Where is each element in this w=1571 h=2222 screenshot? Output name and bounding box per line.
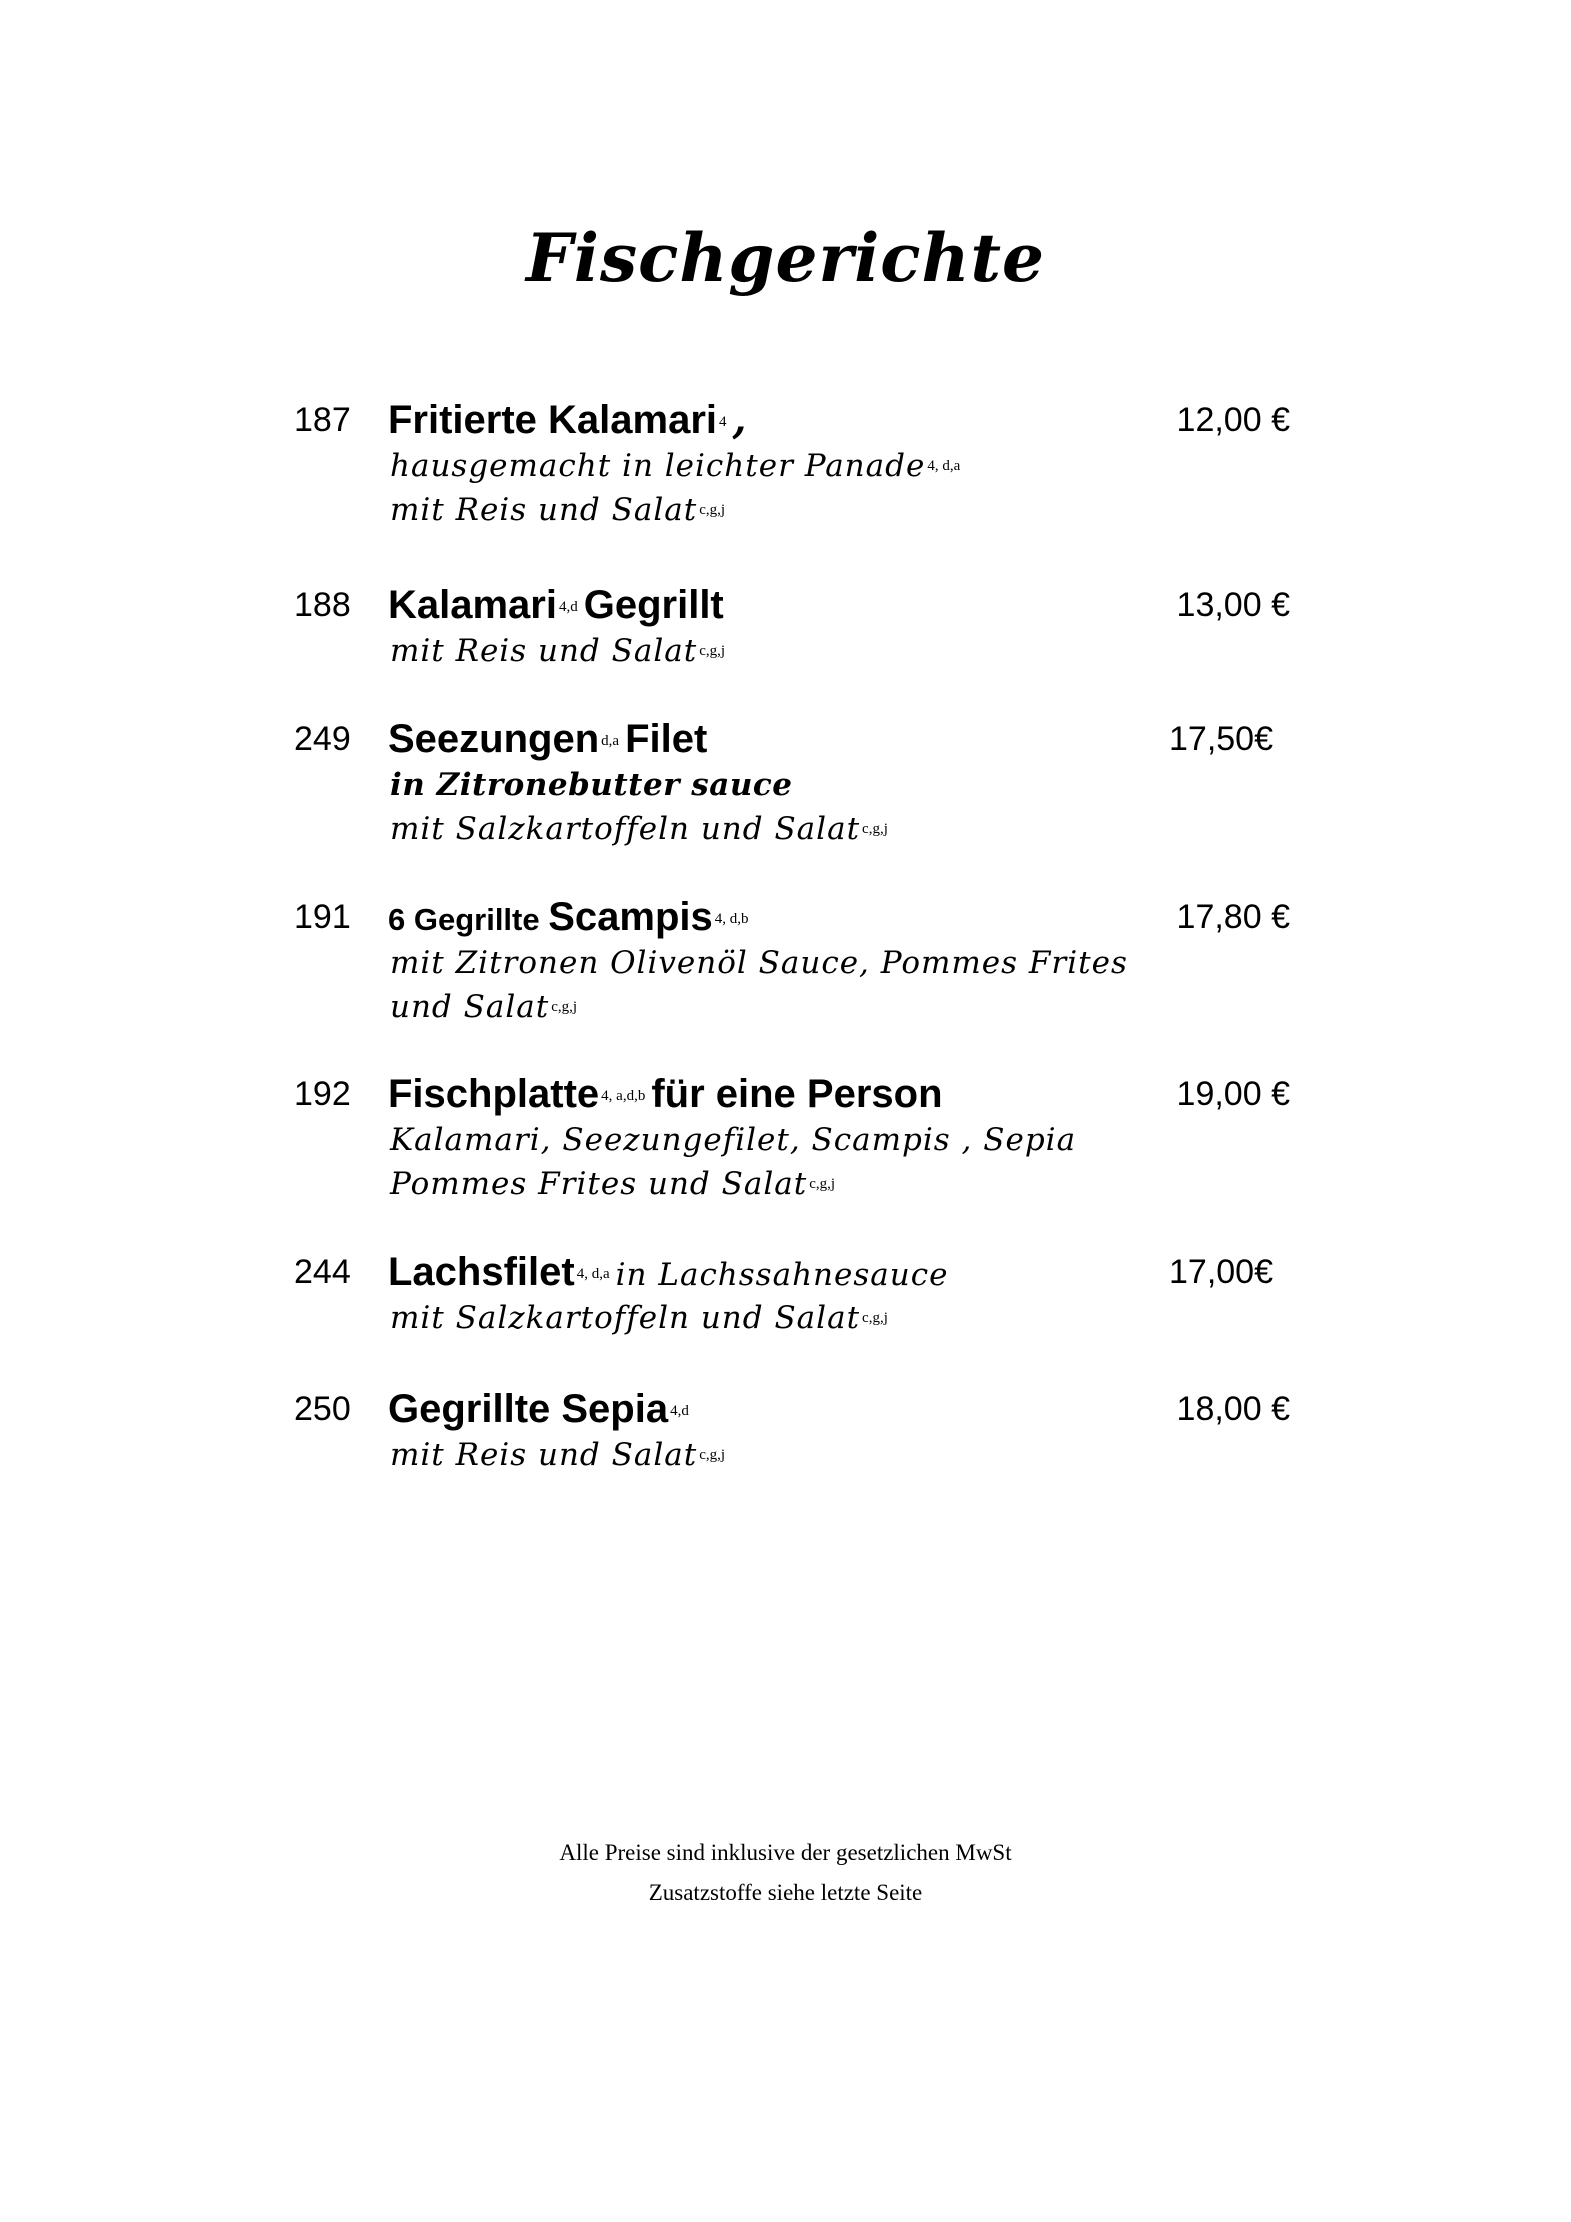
item-description-line: mit Zitronen Olivenöl Sauce, Pommes Frites	[390, 945, 1128, 981]
item-description-line	[390, 1162, 841, 1206]
item-price: 13,00 €	[1176, 586, 1290, 624]
page-title: Fischgerichte	[526, 219, 1045, 297]
item-description-line	[390, 985, 583, 1029]
allergen-code: 4, d,a	[927, 458, 961, 474]
item-description-line	[390, 807, 894, 851]
item-name-text: Fischplatte	[388, 1072, 600, 1116]
item-name-text: Gegrillte Sepia	[388, 1387, 669, 1431]
allergen-code: c,g,j	[862, 821, 888, 837]
allergen-code: c,g,j	[699, 1447, 726, 1463]
item-inline-description: in Lachssahnesauce	[615, 1257, 949, 1293]
footer-vat-note: Alle Preise sind inklusive der gesetzlichen MwSt	[559, 1840, 1012, 1865]
item-name-text: Gegrillt	[583, 583, 724, 627]
footer-additives-note: Zusatzstoffe siehe letzte Seite	[648, 1880, 923, 1905]
description-text: hausgemacht in leichter Panade	[390, 448, 926, 484]
allergen-code: c,g,j	[809, 1176, 836, 1192]
item-number: 188	[294, 586, 351, 624]
item-name-text: 6 Gegrillte	[388, 902, 549, 937]
allergen-code: 4, a,d,b	[601, 1088, 646, 1104]
item-name	[388, 717, 707, 761]
item-name	[388, 398, 746, 442]
description-text: mit Reis und Salat	[390, 1437, 698, 1473]
item-name-text: für eine Person	[651, 1072, 943, 1116]
item-name-text: Kalamari	[388, 583, 557, 627]
item-price: 17,50€	[1169, 720, 1273, 758]
item-description-line	[390, 1433, 731, 1477]
item-price: 19,00 €	[1176, 1075, 1290, 1113]
description-text: und Salat	[390, 989, 550, 1025]
allergen-code: 4, d,b	[714, 911, 749, 927]
item-name-text: Filet	[625, 717, 708, 761]
allergen-code: c,g,j	[699, 643, 726, 659]
description-text: mit Salzkartoffeln und Salat	[390, 1300, 861, 1336]
item-price: 17,00€	[1169, 1253, 1273, 1291]
item-name	[388, 895, 755, 942]
item-number: 192	[294, 1075, 351, 1113]
item-description-line	[390, 1296, 894, 1340]
allergen-code: c,g,j	[862, 1310, 888, 1326]
item-description-line: in Zitronebutter sauce	[390, 767, 793, 803]
item-name	[388, 1250, 948, 1297]
allergen-code: 4,d	[558, 599, 578, 615]
item-number: 250	[294, 1390, 351, 1428]
description-text: mit Reis und Salat	[390, 633, 698, 669]
item-name-comma: ,	[732, 396, 747, 443]
item-number: 244	[294, 1253, 351, 1291]
item-price: 18,00 €	[1176, 1390, 1290, 1428]
allergen-code: d,a	[601, 733, 620, 749]
item-name	[388, 1387, 695, 1431]
item-number: 187	[294, 401, 351, 439]
allergen-code: 4, d,a	[576, 1266, 610, 1282]
item-description-line	[390, 444, 966, 488]
item-name	[388, 1072, 943, 1116]
item-description-line: Kalamari, Seezungefilet, Scampis , Sepia	[390, 1122, 1077, 1158]
allergen-code: 4	[719, 414, 727, 430]
description-text: Pommes Frites und Salat	[390, 1166, 808, 1202]
description-text: mit Reis und Salat	[390, 492, 698, 528]
item-price: 12,00 €	[1176, 401, 1290, 439]
allergen-code: c,g,j	[699, 502, 726, 518]
item-name	[388, 583, 724, 627]
description-text: mit Salzkartoffeln und Salat	[390, 811, 861, 847]
item-name-text: Fritierte Kalamari	[388, 398, 718, 442]
item-name-text: Scampis	[548, 895, 713, 939]
allergen-code: c,g,j	[551, 999, 578, 1015]
item-price: 17,80 €	[1176, 898, 1290, 936]
item-description-line	[390, 488, 731, 532]
item-name-text: Seezungen	[388, 717, 600, 761]
allergen-code: 4,d	[670, 1403, 689, 1419]
item-description-line	[390, 629, 731, 673]
item-number: 249	[294, 720, 351, 758]
item-number: 191	[294, 898, 351, 936]
item-name-text: Lachsfilet	[388, 1250, 575, 1294]
